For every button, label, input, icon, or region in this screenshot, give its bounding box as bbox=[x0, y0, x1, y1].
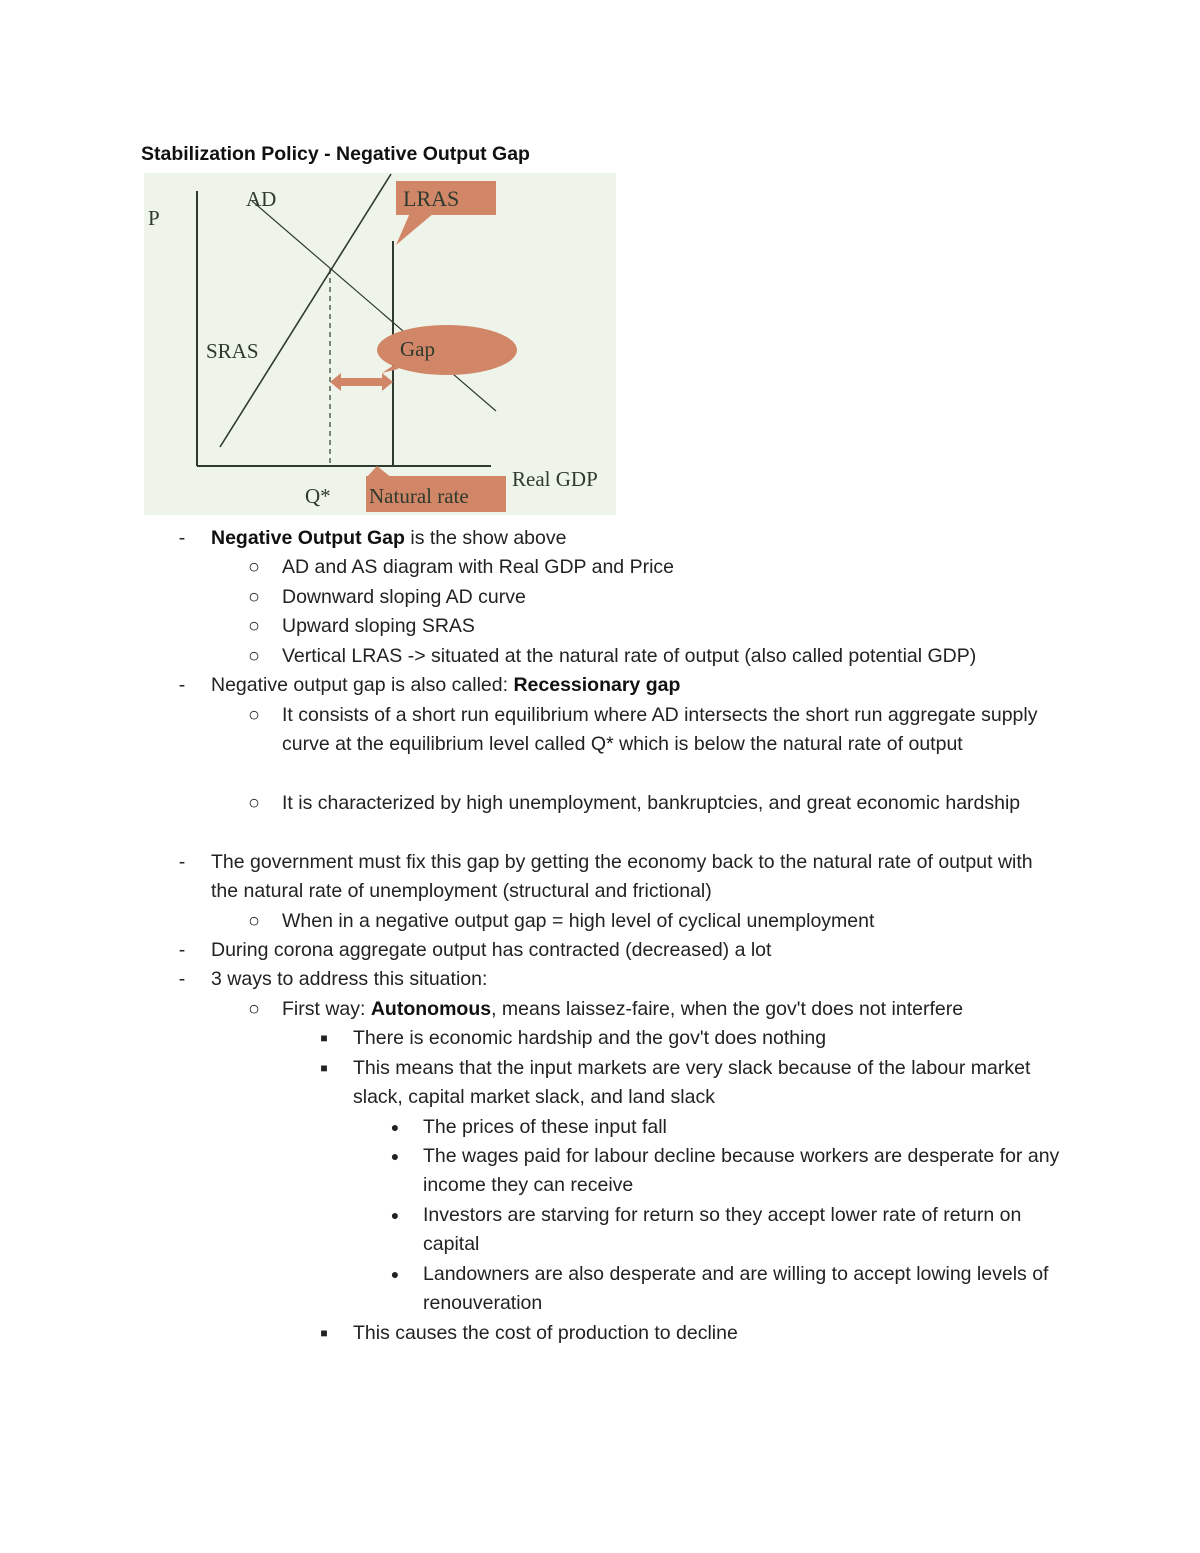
term-negative-output-gap: Negative Output Gap bbox=[211, 527, 405, 549]
term-recessionary-gap: Recessionary gap bbox=[513, 674, 681, 696]
list-item bbox=[211, 671, 1071, 700]
term-autonomous: Autonomous bbox=[370, 998, 492, 1020]
bullet-square: ■ bbox=[320, 1326, 328, 1340]
bullet-dot: ● bbox=[390, 1266, 400, 1282]
bullet-circle: ○ bbox=[248, 704, 260, 726]
list-item: It consists of a short run equilibrium where AD intersects the short run aggregate supply curve at the equilibrium level called Q* which is below the natural rate of output bbox=[282, 704, 1038, 756]
bullet-square: ■ bbox=[320, 1031, 328, 1045]
bullet-square: ■ bbox=[320, 1061, 328, 1075]
list-item-text: , means laissez-faire, when the gov't does not interfere bbox=[491, 998, 964, 1020]
bullet-circle: ○ bbox=[248, 910, 260, 932]
list-item: The prices of these input fall bbox=[423, 1116, 667, 1138]
list-item: 3 ways to address this situation: bbox=[211, 968, 488, 990]
bullet-circle: ○ bbox=[248, 792, 260, 814]
bullet-circle: ○ bbox=[248, 998, 260, 1020]
list-item-text: is the show above bbox=[404, 527, 567, 549]
list-item: There is economic hardship and the gov't does nothing bbox=[353, 1027, 827, 1049]
list-item bbox=[211, 524, 1071, 553]
bullet-circle: ○ bbox=[248, 615, 260, 637]
page-title: Stabilization Policy - Negative Output Gap bbox=[141, 143, 530, 165]
list-item: AD and AS diagram with Real GDP and Price bbox=[282, 556, 674, 578]
bullet-dash: - bbox=[178, 674, 186, 696]
ad-as-diagram bbox=[144, 173, 616, 515]
bullet-circle: ○ bbox=[248, 645, 260, 667]
gap-label: Gap bbox=[400, 337, 435, 361]
list-item: Upward sloping SRAS bbox=[282, 615, 475, 637]
list-item: Landowners are also desperate and are willing to accept lowing levels of renouveration bbox=[423, 1263, 1049, 1315]
bullet-dash: - bbox=[178, 527, 186, 549]
list-item: When in a negative output gap = high level of cyclical unemployment bbox=[282, 910, 875, 932]
lras-label: LRAS bbox=[403, 186, 460, 211]
list-item: The government must fix this gap by getting the economy back to the natural rate of output with the natural rate of unemployment (structural and frictional) bbox=[211, 851, 1033, 903]
list-item: It is characterized by high unemployment, bankruptcies, and great economic hardship bbox=[282, 792, 1021, 814]
x-axis-label: Real GDP bbox=[512, 467, 598, 491]
p-axis-label: P bbox=[148, 206, 160, 230]
q-star-label: Q* bbox=[305, 484, 331, 508]
list-item: Downward sloping AD curve bbox=[282, 586, 526, 608]
gap-callout bbox=[377, 325, 517, 375]
ad-label: AD bbox=[246, 187, 277, 211]
bullet-dot: ● bbox=[390, 1148, 400, 1164]
list-item: The wages paid for labour decline because workers are desperate for any income they can receive bbox=[423, 1145, 1060, 1197]
sras-label: SRAS bbox=[206, 339, 259, 363]
list-item: This means that the input markets are very slack because of the labour market slack, capital market slack, and land slack bbox=[353, 1057, 1031, 1109]
bullet-dash: - bbox=[178, 851, 186, 873]
list-item bbox=[282, 995, 1082, 1024]
list-item-text: First way: bbox=[282, 998, 371, 1020]
bullet-dash: - bbox=[178, 939, 186, 961]
bullet-dot: ● bbox=[390, 1119, 400, 1135]
list-item-text: Negative output gap is also called: bbox=[211, 674, 514, 696]
bullet-circle: ○ bbox=[248, 586, 260, 608]
list-item: This causes the cost of production to decline bbox=[353, 1322, 738, 1344]
natural-rate-label: Natural rate bbox=[369, 484, 469, 508]
list-item: Investors are starving for return so they accept lower rate of return on capital bbox=[423, 1204, 1022, 1256]
bullet-dash: - bbox=[178, 968, 186, 990]
bullet-dot: ● bbox=[390, 1207, 400, 1223]
bullet-circle: ○ bbox=[248, 556, 260, 578]
list-item: During corona aggregate output has contracted (decreased) a lot bbox=[211, 939, 772, 961]
list-item: Vertical LRAS -> situated at the natural rate of output (also called potential GDP) bbox=[282, 645, 977, 667]
